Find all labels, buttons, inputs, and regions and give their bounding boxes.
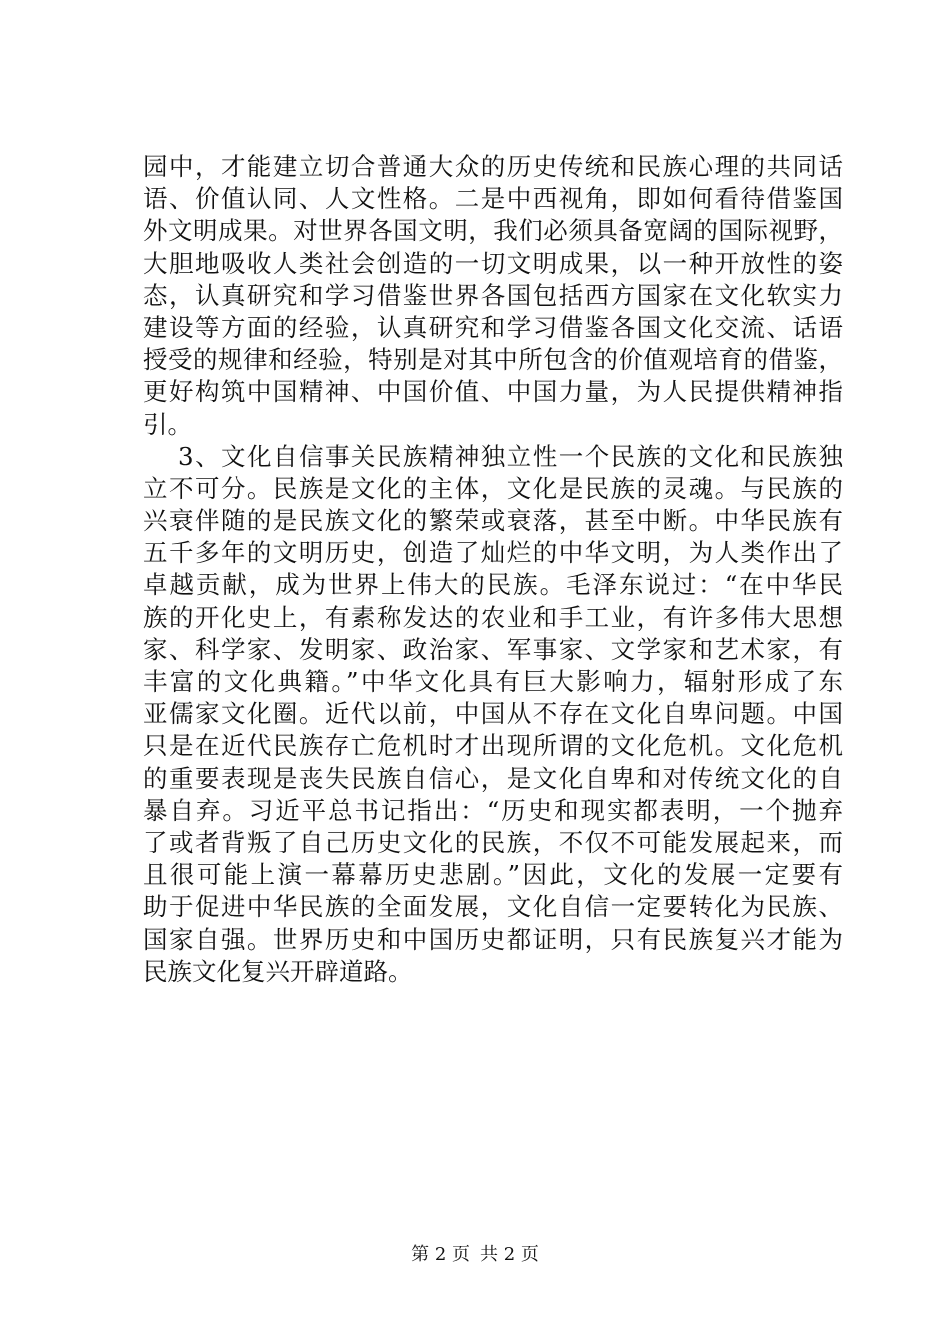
text-line: 更好构筑中国精神、中国价值、中国力量，为人民提供精神指 [143, 377, 843, 407]
paragraph [143, 151, 843, 441]
text-line: 兴衰伴随的是民族文化的繁荣或衰落，甚至中断。中华民族有 [143, 506, 843, 536]
text-line: 族的开化史上，有素称发达的农业和手工业，有许多伟大思想 [143, 602, 843, 632]
text-line: 大胆地吸收人类社会创造的一切文明成果，以一种开放性的姿 [143, 248, 843, 278]
text-line: 授受的规律和经验，特别是对其中所包含的价值观培育的借鉴， [143, 345, 843, 375]
text-line: 暴自弃。习近平总书记指出：“历史和现实都表明，一个抛弃 [143, 795, 843, 825]
text-line: 卓越贡献，成为世界上伟大的民族。毛泽东说过：“在中华民 [143, 570, 843, 600]
paragraph [143, 441, 843, 988]
text-line: 亚儒家文化圈。近代以前，中国从不存在文化自卑问题。中国 [143, 699, 843, 729]
text-line: 外文明成果。对世界各国文明，我们必须具备宽阔的国际视野， [143, 216, 843, 246]
text-line: 语、价值认同、人文性格。二是中西视角，即如何看待借鉴国 [143, 184, 843, 214]
text-line: 立不可分。民族是文化的主体，文化是民族的灵魂。与民族的 [143, 473, 843, 503]
page-footer [0, 1244, 950, 1266]
text-line: 家、科学家、发明家、政治家、军事家、文学家和艺术家，有 [143, 634, 843, 664]
text-line: 民族文化复兴开辟道路。 [143, 956, 413, 986]
text-line: 国家自强。世界历史和中国历史都证明，只有民族复兴才能为 [143, 924, 843, 954]
text-line: 丰富的文化典籍。”中华文化具有巨大影响力，辐射形成了东 [143, 667, 843, 696]
text-line: 建设等方面的经验，认真研究和学习借鉴各国文化交流、话语 [143, 312, 843, 342]
text-line: 了或者背叛了自己历史文化的民族，不仅不可能发展起来，而 [143, 827, 843, 857]
text-line: 且很可能上演一幕幕历史悲剧。”因此，文化的发展一定要有 [143, 860, 843, 890]
text-line: 五千多年的文明历史，创造了灿烂的中华文明，为人类作出了 [143, 538, 843, 568]
text-line: 助于促进中华民族的全面发展，文化自信一定要转化为民族、 [143, 892, 843, 922]
page-number: 第 2 页 [411, 1244, 470, 1265]
text-line: 态，认真研究和学习借鉴世界各国包括西方国家在文化软实力 [143, 280, 843, 310]
text-line: 3、文化自信事关民族精神独立性一个民族的文化和民族独 [178, 441, 843, 471]
body-text [143, 151, 843, 988]
text-line: 只是在近代民族存亡危机时才出现所谓的文化危机。文化危机 [143, 731, 843, 761]
text-line: 园中，才能建立切合普通大众的历史传统和民族心理的共同话 [143, 152, 843, 181]
page-total: 共 2 页 [480, 1244, 539, 1265]
text-line: 引。 [143, 409, 192, 439]
text-line: 的重要表现是丧失民族自信心，是文化自卑和对传统文化的自 [143, 763, 843, 793]
